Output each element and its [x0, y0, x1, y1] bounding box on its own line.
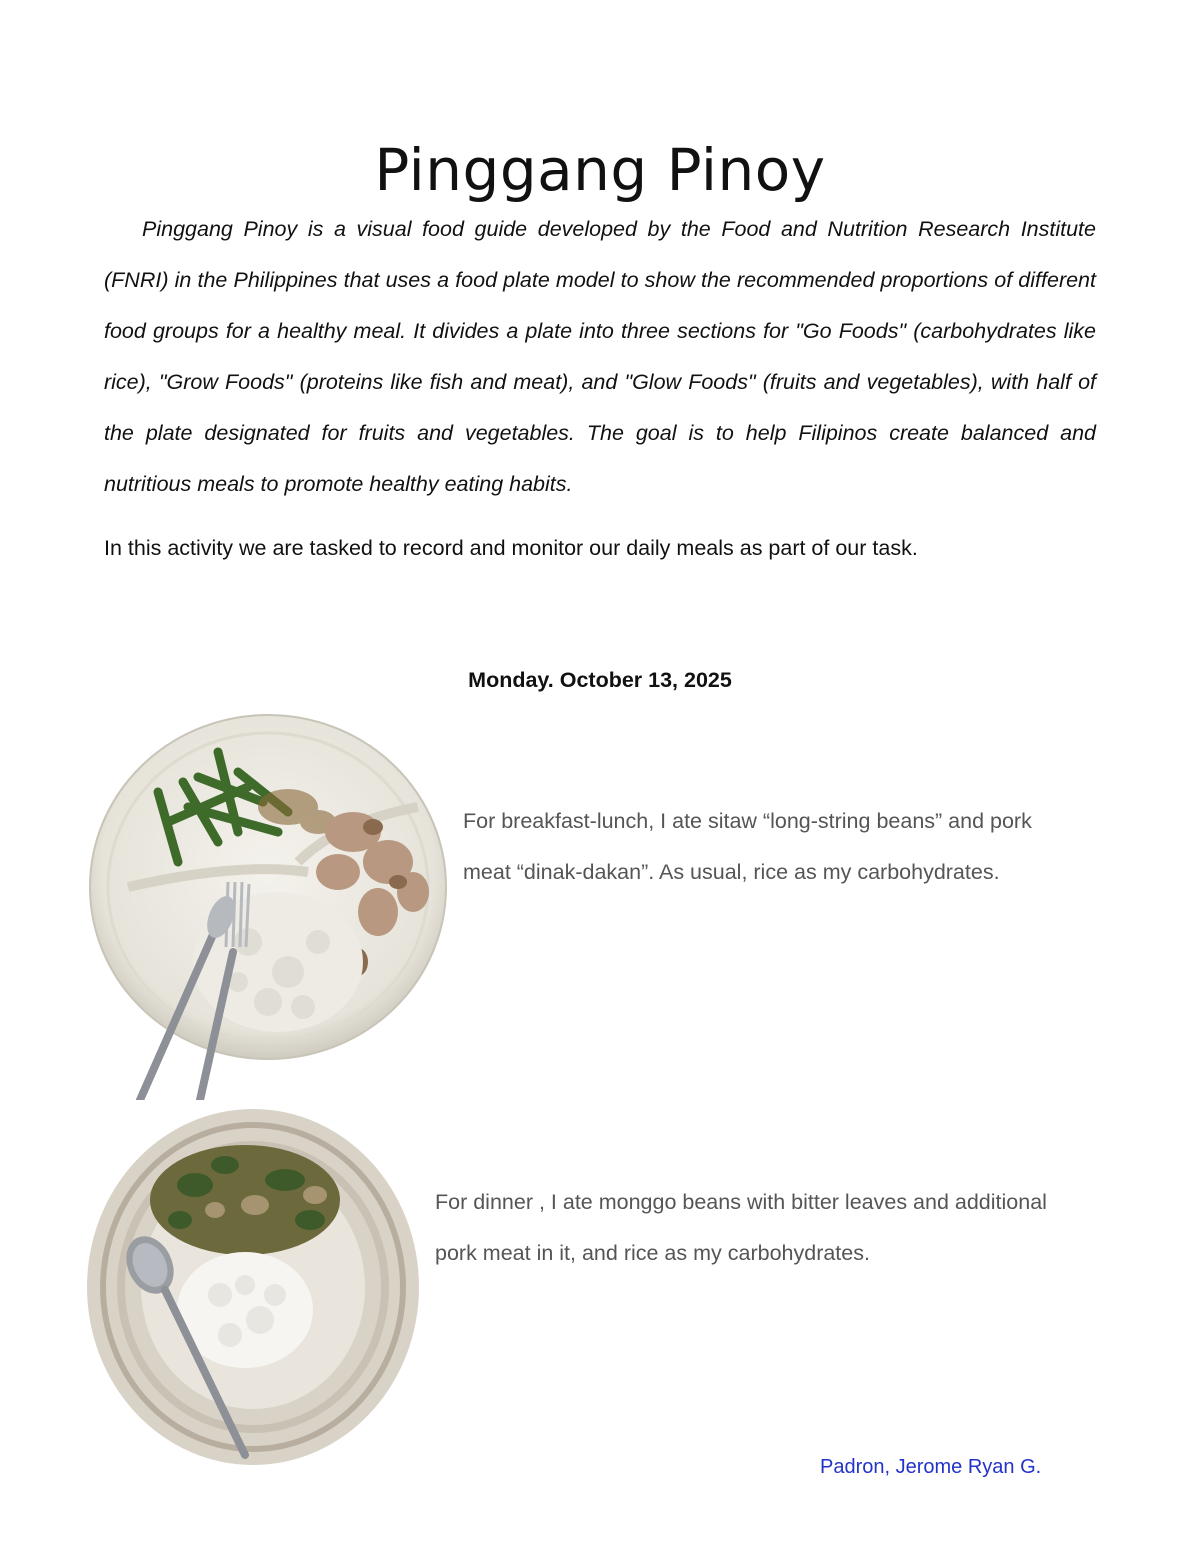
- task-paragraph: In this activity we are tasked to record and monitor our daily meals as part of our task.: [104, 536, 918, 560]
- breakfast-lunch-description: For breakfast-lunch, I ate sitaw “long-string beans” and pork meat “dinak-dakan”. As usual, rice as my carbohydrates.: [463, 809, 1032, 884]
- author-name: Padron, Jerome Ryan G.: [820, 1456, 1042, 1478]
- page-title: Pinggang Pinoy: [374, 136, 826, 204]
- dinner-description: For dinner , I ate monggo beans with bitter leaves and additional pork meat in it, and rice as my carbohydrates.: [435, 1190, 1047, 1265]
- dinner-plate-photo: [85, 1105, 421, 1467]
- intro-paragraph: Pinggang Pinoy is a visual food guide developed by the Food and Nutrition Research Institute (FNRI) in the Philippines that uses a food plate model to show the recommended proportions of different food groups for a healthy meal. It divides a plate into three sections for "Go Foods" (carbohydrates like rice), "Grow Foods" (proteins like fish and meat), and "Glow Foods" (fruits and vegetables), with half of the plate designated for fruits and vegetables. The goal is to help Filipinos create balanced and nutritious meals to promote healthy eating habits.: [104, 217, 1096, 496]
- date-heading: Monday. October 13, 2025: [468, 668, 732, 692]
- breakfast-lunch-plate-photo: [88, 712, 448, 1100]
